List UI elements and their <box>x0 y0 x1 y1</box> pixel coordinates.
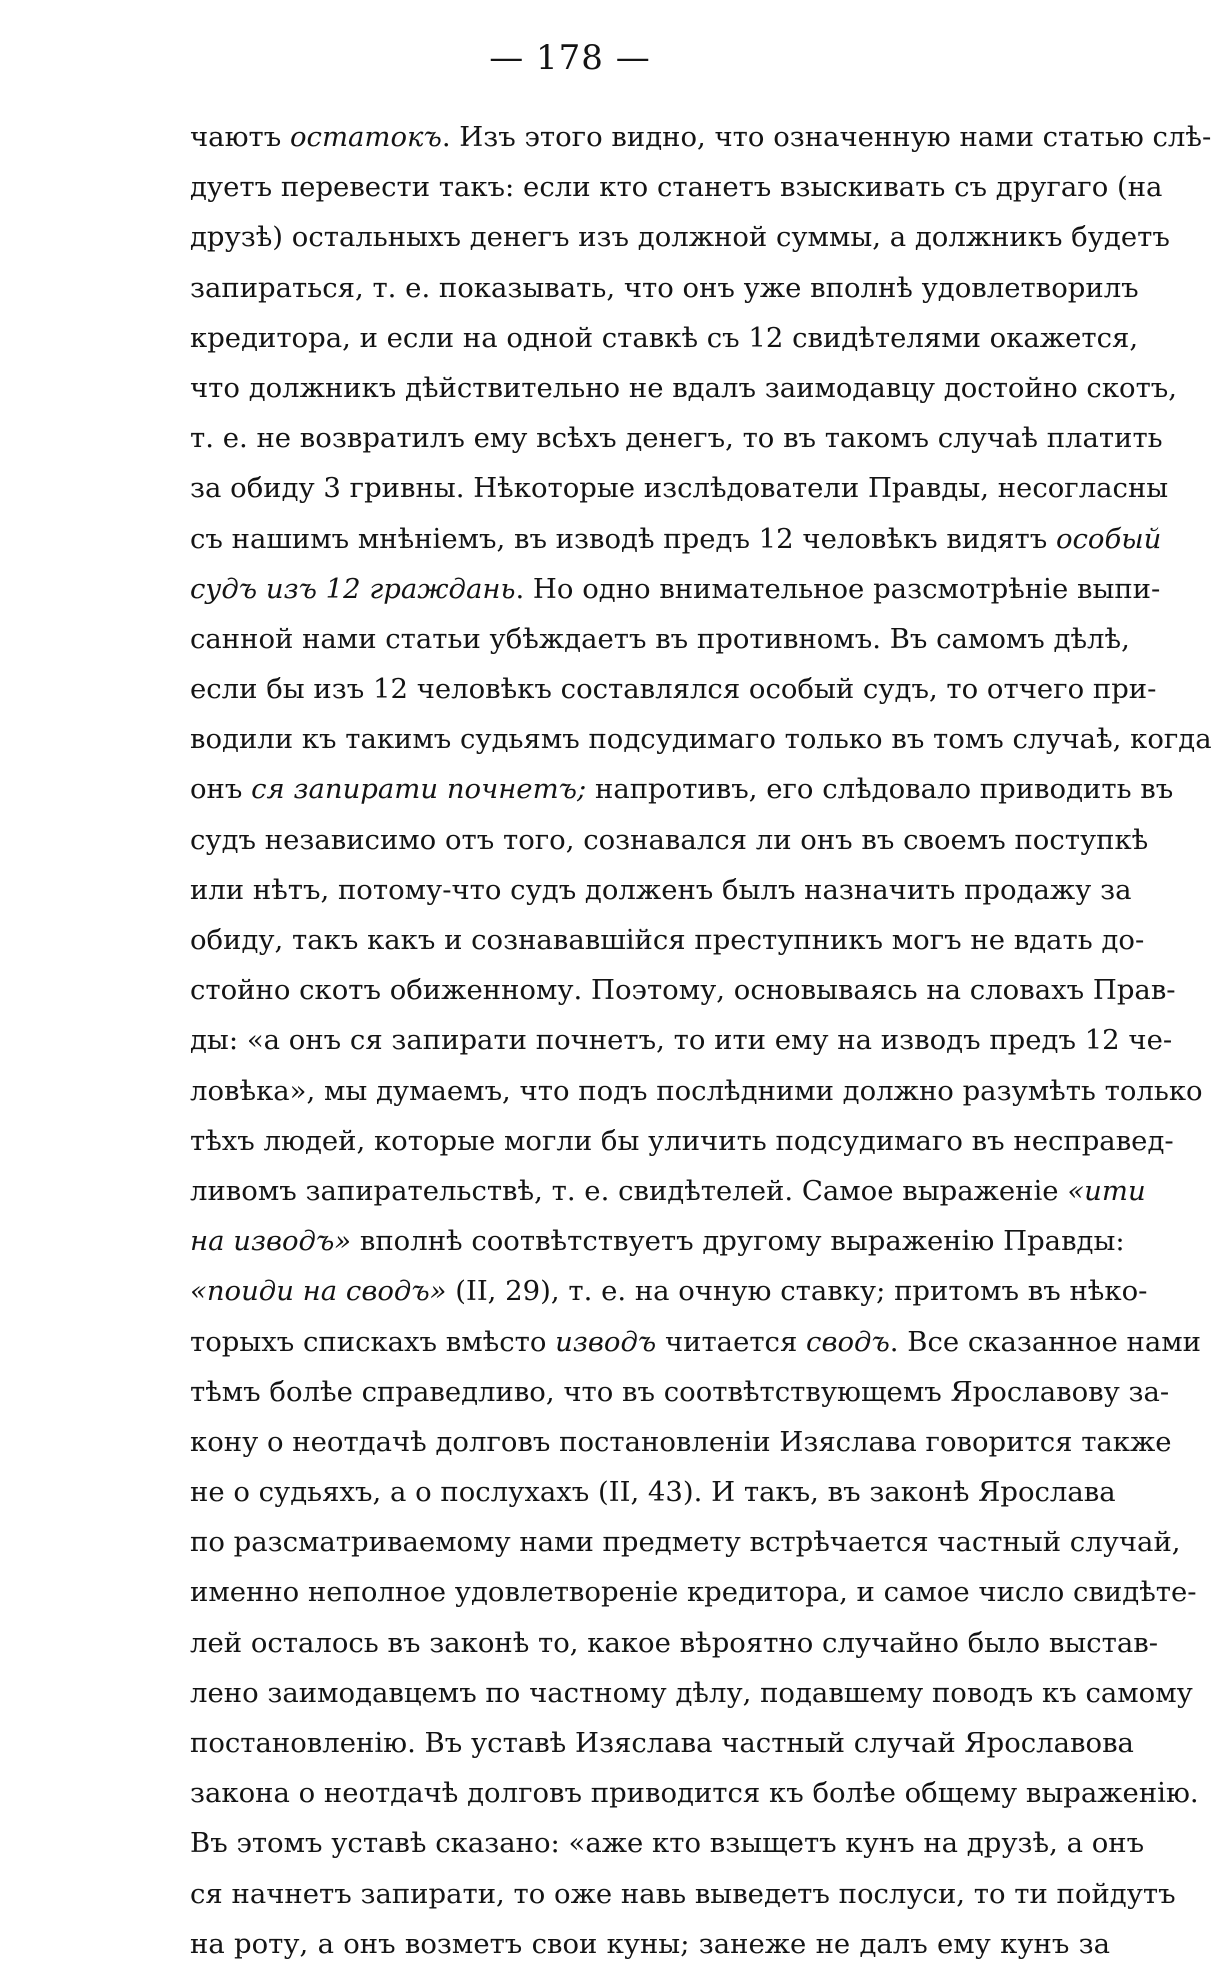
text-segment: именно неполное удовлетвореніе кредитора, и самое число свидѣте- <box>190 1576 1197 1609</box>
text-segment: друзѣ) остальныхъ денегъ изъ должной суммы, а должникъ будетъ <box>190 221 1170 254</box>
text-line <box>190 1116 1174 1166</box>
text-line <box>190 1517 1181 1567</box>
text-line <box>190 1317 1201 1367</box>
text-line <box>190 1266 1148 1316</box>
text-line <box>190 212 1170 262</box>
text-line <box>190 1618 1158 1668</box>
text-segment: водили къ такимъ судьямъ подсудимаго только въ томъ случаѣ, когда <box>190 723 1212 756</box>
text-line <box>190 313 1139 363</box>
italic-phrase: остатокъ <box>289 121 442 153</box>
text-segment: обиду, такъ какъ и сознававшійся преступникъ могъ не вдать до- <box>190 924 1145 956</box>
text-segment: торыхъ спискахъ вмѣсто <box>190 1325 556 1358</box>
text-line <box>190 865 1132 915</box>
text-line <box>190 1768 1199 1818</box>
text-segment: запираться, т. е. показывать, что онъ уже вполнѣ удовлетворилъ <box>190 271 1139 304</box>
text-segment: ливомъ запирательствѣ, т. е. свидѣтелей. Самое выраженіе <box>190 1174 1068 1207</box>
text-line <box>190 614 1130 664</box>
text-line <box>190 463 1169 513</box>
text-line <box>190 1417 1172 1467</box>
text-line <box>190 1467 1116 1517</box>
text-line <box>190 1869 1176 1919</box>
text-segment: онъ <box>190 773 252 806</box>
italic-phrase: на изводъ» <box>190 1225 352 1258</box>
text-line <box>190 1166 1146 1216</box>
text-segment: по разсматриваемому нами предмету встрѣчается частный случай, <box>190 1526 1181 1559</box>
text-segment: вполнѣ соотвѣтствуетъ другому выраженію Правды: <box>351 1225 1125 1258</box>
text-segment: за обиду 3 гривны. Нѣкоторые изслѣдователи Правды, несогласны <box>190 472 1169 505</box>
page-number: — 178 — <box>489 38 651 78</box>
text-segment: не о судьяхъ, а о послухахъ (II, 43). И такъ, въ законѣ Ярослава <box>190 1476 1116 1509</box>
italic-phrase: «поиди на сводъ» <box>190 1275 447 1308</box>
text-line <box>190 564 1161 614</box>
text-segment: . Изъ этого видно, что означенную нами статью слѣ- <box>441 121 1212 153</box>
text-segment: кредитора, и если на одной ставкѣ съ 12 свидѣтелями окажется, <box>190 321 1139 354</box>
text-segment: дуетъ перевести такъ: если кто станетъ взыскивать съ другаго (на <box>190 171 1163 204</box>
text-line <box>190 363 1178 413</box>
text-line <box>190 1066 1203 1116</box>
italic-phrase: особый <box>1055 522 1162 555</box>
text-segment: закона о неотдачѣ долговъ приводится къ болѣе общему выраженію. <box>190 1777 1199 1810</box>
text-segment: ды: «а онъ ся запирати почнетъ, то ити ему на изводъ предъ 12 че- <box>190 1024 1173 1057</box>
text-segment: лено заимодавцемъ по частному дѣлу, подавшему поводъ къ самому <box>190 1676 1193 1709</box>
text-segment: ловѣка», мы думаемъ, что подъ послѣдними должно разумѣть только <box>190 1074 1203 1107</box>
text-line <box>190 714 1212 764</box>
text-line <box>190 1015 1173 1065</box>
text-segment: читается <box>656 1325 807 1358</box>
text-body <box>190 112 1212 1969</box>
text-segment: или нѣтъ, потому-что судъ долженъ былъ назначить продажу за <box>190 873 1132 906</box>
text-segment: напротивъ, его слѣдовало приводить въ <box>586 773 1174 806</box>
text-line <box>190 965 1176 1015</box>
text-line <box>190 1818 1145 1868</box>
text-segment: т. е. не возвратилъ ему всѣхъ денегъ, то въ такомъ случаѣ платить <box>190 422 1163 455</box>
text-line <box>190 413 1163 463</box>
text-segment: тѣхъ людей, которые могли бы уличить подсудимаго въ несправед- <box>190 1124 1174 1157</box>
text-segment: судъ независимо отъ того, сознавался ли онъ въ своемъ поступкѣ <box>190 823 1149 856</box>
text-segment: на роту, а онъ возметъ свои куны; занеже не далъ ему кунъ за <box>190 1927 1110 1960</box>
text-line <box>190 1668 1193 1718</box>
text-segment: постановленію. Въ уставѣ Изяслава частный случай Ярославова <box>190 1727 1134 1759</box>
text-segment: кону о неотдачѣ долговъ постановленіи Изяслава говорится также <box>190 1425 1172 1458</box>
text-line <box>190 815 1149 865</box>
text-line <box>190 764 1174 814</box>
text-segment: съ нашимъ мнѣніемъ, въ изводѣ предъ 12 человѣкъ видятъ <box>190 522 1056 555</box>
text-segment: (II, 29), т. е. на очную ставку; притомъ въ нѣко- <box>446 1275 1148 1308</box>
text-segment: . Но одно внимательное разсмотрѣніе выпи- <box>515 572 1161 605</box>
italic-phrase: ся запирати почнетъ; <box>251 773 587 806</box>
text-line <box>190 263 1139 313</box>
text-line <box>190 514 1162 564</box>
text-segment: стойно скотъ обиженному. Поэтому, основываясь на словахъ Прав- <box>190 974 1176 1007</box>
text-line <box>190 664 1157 714</box>
text-segment: . Все сказанное нами <box>889 1325 1201 1358</box>
text-line <box>190 1718 1134 1768</box>
italic-phrase: судъ изъ 12 граждань <box>190 572 516 605</box>
text-segment: чаютъ <box>190 121 290 153</box>
text-line <box>190 112 1212 162</box>
text-line <box>190 1919 1110 1969</box>
text-segment: ся начнетъ запирати, то оже навь выведетъ послуси, то ти пойдутъ <box>190 1877 1176 1910</box>
italic-phrase: сводъ <box>806 1325 890 1358</box>
text-segment: что должникъ дѣйствительно не вдалъ заимодавцу достойно скотъ, <box>190 371 1178 404</box>
italic-phrase: «ити <box>1067 1174 1146 1207</box>
text-segment: если бы изъ 12 человѣкъ составлялся особый судъ, то отчего при- <box>190 673 1157 706</box>
text-line <box>190 1367 1170 1417</box>
text-line <box>190 1216 1125 1266</box>
text-segment: санной нами статьи убѣждаетъ въ противномъ. Въ самомъ дѣлѣ, <box>190 622 1130 655</box>
text-line <box>190 1567 1197 1617</box>
italic-phrase: изводъ <box>555 1325 657 1358</box>
text-segment: лей осталось въ законѣ то, какое вѣроятно случайно было выстав- <box>190 1626 1158 1659</box>
text-segment: тѣмъ болѣе справедливо, что въ соотвѣтствующемъ Ярославову за- <box>190 1375 1170 1408</box>
text-segment: Въ этомъ уставѣ сказано: «аже кто взыщетъ кунъ на друзѣ, а онъ <box>190 1827 1145 1860</box>
text-line <box>190 915 1145 965</box>
text-line <box>190 162 1163 212</box>
